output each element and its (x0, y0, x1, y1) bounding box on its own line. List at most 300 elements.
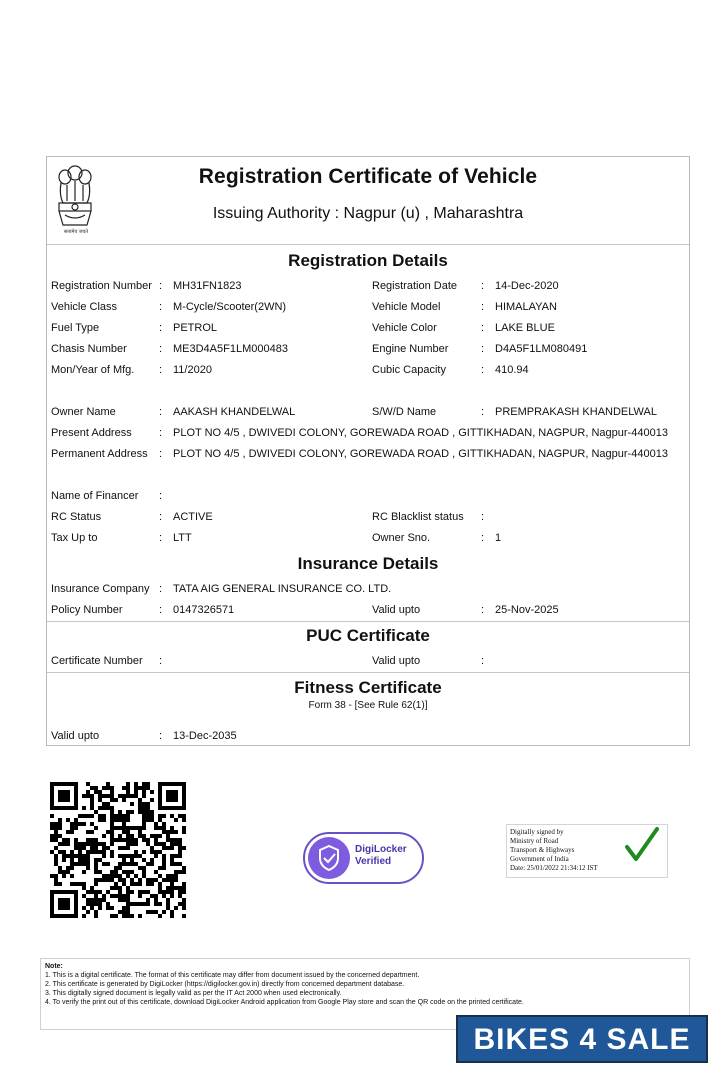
qr-module (114, 882, 118, 886)
qr-module (166, 886, 170, 890)
qr-module (146, 810, 150, 814)
qr-module (182, 826, 186, 830)
qr-module (94, 866, 98, 870)
qr-module (86, 910, 90, 914)
fuel-type-value: PETROL (173, 322, 218, 334)
qr-module (150, 818, 154, 822)
qr-module (90, 886, 94, 890)
insurance-company-row (47, 582, 689, 602)
colon: : (481, 511, 485, 523)
qr-module (90, 806, 94, 810)
qr-module (106, 802, 110, 806)
qr-module (162, 846, 166, 850)
qr-module (86, 898, 90, 902)
qr-module (134, 786, 138, 790)
qr-module (110, 838, 114, 842)
qr-module (98, 890, 102, 894)
colon: : (481, 364, 485, 376)
field-label: Present Address (51, 427, 132, 439)
qr-module (50, 826, 54, 830)
field-label: Tax Up to (51, 532, 98, 544)
qr-module (162, 866, 166, 870)
detail-row (47, 279, 689, 299)
qr-module (170, 914, 174, 918)
qr-module (126, 818, 130, 822)
qr-module (118, 810, 122, 814)
qr-module (118, 826, 122, 830)
policy-number-value: 0147326571 (173, 604, 235, 616)
qr-module (122, 878, 126, 882)
qr-module (158, 834, 162, 838)
divider (47, 672, 689, 673)
signature-line: Transport & Highways (510, 846, 575, 854)
qr-module (146, 838, 150, 842)
qr-module (130, 802, 134, 806)
owner-sno-value: 1 (495, 532, 502, 544)
mfg-date-value: 11/2020 (173, 364, 212, 376)
field-label: Registration Number (51, 280, 152, 292)
owner-name-value: AAKASH KHANDELWAL (173, 406, 296, 418)
qr-module (114, 894, 118, 898)
qr-module (158, 818, 162, 822)
qr-module (82, 894, 86, 898)
qr-module (130, 902, 134, 906)
qr-module (126, 862, 130, 866)
qr-module (166, 878, 170, 882)
colon: : (481, 301, 485, 313)
qr-module (166, 898, 170, 902)
qr-module (178, 886, 182, 890)
colon: : (159, 280, 163, 292)
qr-module (106, 890, 110, 894)
qr-module (130, 890, 134, 894)
qr-module (102, 878, 106, 882)
qr-module (106, 782, 110, 786)
tax-value: LTT (173, 532, 192, 544)
qr-module (170, 846, 174, 850)
qr-module (166, 846, 170, 850)
qr-module (150, 910, 154, 914)
qr-module (126, 786, 130, 790)
qr-module (174, 862, 178, 866)
qr-module (122, 858, 126, 862)
qr-module (146, 862, 150, 866)
note-item: 3. This digitally signed document is legally valid as per the IT Act 2000 when used electronically. (45, 990, 342, 997)
qr-module (146, 786, 150, 790)
qr-module (82, 806, 86, 810)
present-address-row (47, 426, 689, 446)
qr-module (82, 822, 86, 826)
qr-module (90, 850, 94, 854)
qr-module (86, 858, 90, 862)
qr-module (142, 902, 146, 906)
qr-module (118, 890, 122, 894)
qr-module (54, 846, 58, 850)
qr-module (154, 838, 158, 842)
qr-module (94, 786, 98, 790)
qr-module (82, 882, 86, 886)
qr-module (90, 798, 94, 802)
qr-module (150, 858, 154, 862)
engine-number-value: D4A5F1LM080491 (495, 343, 588, 355)
financer-row (47, 489, 689, 509)
colon: : (159, 322, 163, 334)
field-label: Valid upto (51, 730, 100, 742)
insurance-details-title: Insurance Details (297, 554, 439, 573)
qr-module (74, 826, 78, 830)
qr-module (122, 870, 126, 874)
puc-certificate-title: PUC Certificate (306, 626, 430, 645)
qr-module (110, 834, 114, 838)
rc-status-value: ACTIVE (173, 511, 213, 523)
qr-module (90, 794, 94, 798)
colon: : (159, 406, 163, 418)
qr-module (182, 830, 186, 834)
qr-module (126, 794, 130, 798)
qr-module (54, 830, 58, 834)
qr-module (150, 878, 154, 882)
notes-title: Note: (45, 963, 63, 970)
qr-module (54, 878, 58, 882)
owner-row (47, 405, 689, 425)
qr-module (142, 874, 146, 878)
qr-module (146, 802, 150, 806)
qr-module (146, 902, 150, 906)
qr-module (66, 866, 70, 870)
qr-module (122, 826, 126, 830)
colon: : (159, 532, 163, 544)
qr-module (170, 854, 174, 858)
field-label: Certificate Number (51, 655, 143, 667)
qr-module (162, 822, 166, 826)
qr-module (138, 890, 142, 894)
qr-module (174, 886, 178, 890)
qr-module (138, 894, 142, 898)
qr-module (174, 838, 178, 842)
qr-module (98, 790, 102, 794)
qr-module (102, 894, 106, 898)
policy-row (47, 603, 689, 623)
qr-module (94, 882, 98, 886)
qr-module (118, 794, 122, 798)
qr-module (74, 818, 78, 822)
field-label: Policy Number (51, 604, 123, 616)
qr-module (90, 902, 94, 906)
qr-module (166, 902, 170, 906)
qr-module (154, 854, 158, 858)
qr-module (86, 842, 90, 846)
field-label: Fuel Type (51, 322, 100, 334)
qr-module (170, 826, 174, 830)
qr-module (126, 894, 130, 898)
qr-module (82, 854, 86, 858)
qr-module (58, 882, 62, 886)
qr-module (86, 890, 90, 894)
qr-module (70, 830, 74, 834)
qr-module (182, 814, 186, 818)
qr-module (150, 862, 154, 866)
qr-module (82, 870, 86, 874)
signature-date: Date: 25/01/2022 21:34:12 IST (510, 864, 598, 872)
qr-module (78, 862, 82, 866)
qr-module (54, 822, 58, 826)
qr-module (126, 826, 130, 830)
qr-module (78, 814, 82, 818)
qr-module (62, 838, 66, 842)
qr-module (158, 866, 162, 870)
qr-module (142, 890, 146, 894)
qr-module (134, 838, 138, 842)
colon: : (159, 730, 163, 742)
qr-module (130, 862, 134, 866)
qr-module (158, 882, 162, 886)
qr-module (146, 898, 150, 902)
qr-module (130, 838, 134, 842)
qr-module (178, 894, 182, 898)
field-label: Vehicle Color (372, 322, 437, 334)
qr-module (122, 830, 126, 834)
qr-module (142, 822, 146, 826)
qr-module (126, 854, 130, 858)
qr-module (130, 810, 134, 814)
qr-code[interactable] (50, 782, 186, 918)
qr-module (118, 910, 122, 914)
qr-module (182, 818, 186, 822)
colon: : (481, 604, 485, 616)
permanent-address-value: PLOT NO 4/5 , DWIVEDI COLONY, GOREWADA ROAD , GITTIKHADAN, NAGPUR, Nagpur-440013 (173, 448, 668, 460)
qr-module (98, 878, 102, 882)
qr-module (78, 846, 82, 850)
qr-module (110, 818, 114, 822)
qr-module (138, 878, 142, 882)
qr-module (98, 850, 102, 854)
qr-module (162, 894, 166, 898)
qr-module (146, 882, 150, 886)
qr-module (98, 818, 102, 822)
qr-module (118, 866, 122, 870)
qr-module (74, 862, 78, 866)
vehicle-color-value: LAKE BLUE (495, 322, 555, 334)
qr-module (170, 910, 174, 914)
qr-module (162, 854, 166, 858)
qr-module (142, 802, 146, 806)
qr-module (82, 794, 86, 798)
qr-module (146, 818, 150, 822)
qr-module (110, 830, 114, 834)
qr-module (98, 902, 102, 906)
qr-module (174, 830, 178, 834)
colon: : (159, 448, 163, 460)
qr-module (114, 826, 118, 830)
qr-module (98, 906, 102, 910)
qr-module (130, 826, 134, 830)
qr-module (182, 886, 186, 890)
qr-module (86, 794, 90, 798)
detail-row (47, 363, 689, 383)
detail-row (47, 300, 689, 320)
qr-module (70, 866, 74, 870)
qr-module (138, 806, 142, 810)
qr-module (178, 890, 182, 894)
qr-module (170, 814, 174, 818)
colon: : (159, 343, 163, 355)
qr-module (82, 846, 86, 850)
qr-module (182, 898, 186, 902)
qr-module (78, 854, 82, 858)
qr-module (142, 806, 146, 810)
qr-module (122, 914, 126, 918)
qr-module (94, 914, 98, 918)
qr-module (170, 874, 174, 878)
qr-module (142, 810, 146, 814)
qr-module (122, 910, 126, 914)
qr-module (114, 866, 118, 870)
qr-module (162, 814, 166, 818)
colon: : (481, 655, 485, 667)
qr-module (66, 838, 70, 842)
qr-module (154, 910, 158, 914)
qr-module (138, 914, 142, 918)
qr-module (98, 870, 102, 874)
qr-module (122, 898, 126, 902)
qr-module (98, 814, 102, 818)
qr-module (118, 854, 122, 858)
insurance-valid-value: 25-Nov-2025 (495, 604, 559, 616)
qr-module (178, 814, 182, 818)
qr-module (50, 874, 54, 878)
certificate-header (47, 157, 689, 245)
qr-module (158, 886, 162, 890)
qr-module (170, 858, 174, 862)
qr-module (74, 846, 78, 850)
qr-module (158, 814, 162, 818)
qr-module (182, 882, 186, 886)
qr-module (90, 786, 94, 790)
qr-module (130, 914, 134, 918)
qr-module (106, 862, 110, 866)
qr-module (162, 858, 166, 862)
field-label: Insurance Company (51, 583, 150, 595)
fitness-valid-row (47, 729, 689, 749)
detail-row (47, 342, 689, 362)
qr-module (150, 814, 154, 818)
qr-module (74, 838, 78, 842)
qr-module (114, 838, 118, 842)
qr-module (110, 854, 114, 858)
qr-module (126, 846, 130, 850)
qr-module (82, 914, 86, 918)
qr-module (170, 878, 174, 882)
qr-module (122, 882, 126, 886)
qr-module (94, 838, 98, 842)
qr-module (158, 850, 162, 854)
qr-module (90, 838, 94, 842)
qr-module (134, 850, 138, 854)
colon: : (159, 655, 163, 667)
field-label: Vehicle Class (51, 301, 118, 313)
qr-module (178, 850, 182, 854)
qr-module (126, 906, 130, 910)
qr-module (106, 902, 110, 906)
qr-module (126, 886, 130, 890)
qr-module (110, 878, 114, 882)
qr-module (114, 870, 118, 874)
qr-module (86, 902, 90, 906)
qr-module (86, 814, 90, 818)
qr-module (134, 782, 138, 786)
qr-module (130, 870, 134, 874)
qr-module (106, 830, 110, 834)
colon: : (159, 301, 163, 313)
qr-module (70, 854, 74, 858)
insurance-company-value: TATA AIG GENERAL INSURANCE CO. LTD. (173, 583, 392, 595)
qr-module (170, 838, 174, 842)
qr-module (94, 870, 98, 874)
qr-module (102, 806, 106, 810)
qr-module (142, 782, 146, 786)
qr-module (170, 882, 174, 886)
qr-module (118, 834, 122, 838)
field-label: Registration Date (372, 280, 457, 292)
qr-module (178, 902, 182, 906)
qr-module (86, 862, 90, 866)
qr-module (102, 862, 106, 866)
field-label: RC Blacklist status (372, 511, 464, 523)
qr-module (178, 842, 182, 846)
qr-module (78, 882, 82, 886)
field-label: Name of Financer (51, 490, 139, 502)
qr-module (110, 894, 114, 898)
qr-module (122, 794, 126, 798)
qr-module (78, 858, 82, 862)
qr-module (158, 874, 162, 878)
qr-module (138, 810, 142, 814)
qr-module (98, 858, 102, 862)
qr-module (102, 874, 106, 878)
colon: : (481, 280, 485, 292)
qr-module (138, 866, 142, 870)
issuing-authority: Issuing Authority : Nagpur (u) , Maharashtra (212, 205, 524, 222)
qr-module (94, 898, 98, 902)
field-label: Mon/Year of Mfg. (51, 364, 135, 376)
qr-module (114, 798, 118, 802)
qr-module (122, 814, 126, 818)
qr-module (134, 874, 138, 878)
qr-module (158, 902, 162, 906)
qr-module (142, 870, 146, 874)
qr-module (90, 890, 94, 894)
colon: : (159, 364, 163, 376)
qr-module (110, 874, 114, 878)
qr-module (142, 826, 146, 830)
signature-text (510, 828, 598, 873)
badge-text (355, 844, 407, 868)
qr-module (110, 850, 114, 854)
registration-number-value: MH31FN1823 (173, 280, 242, 292)
qr-module (114, 814, 118, 818)
qr-module (158, 914, 162, 918)
qr-module (82, 858, 86, 862)
qr-module (98, 798, 102, 802)
qr-module (126, 834, 130, 838)
qr-module (138, 882, 142, 886)
digital-signature-box (506, 824, 668, 878)
qr-module (162, 826, 166, 830)
qr-module (174, 854, 178, 858)
qr-module (90, 898, 94, 902)
qr-module (78, 850, 82, 854)
qr-module (118, 894, 122, 898)
